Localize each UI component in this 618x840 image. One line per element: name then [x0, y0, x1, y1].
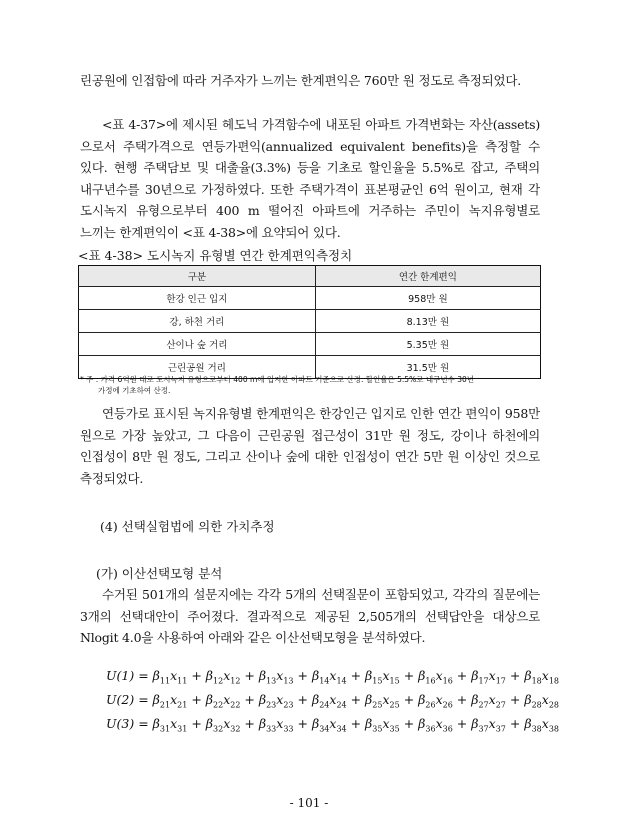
paragraph-1: 린공원에 인접함에 따라 거주자가 느끼는 한계편익은 760만 원 정도로 측정되었다.: [80, 73, 521, 88]
equation-lhs: U(2) =: [106, 692, 153, 707]
equation-term: $\beta_{25}x_{25}$: [365, 692, 400, 710]
table-note: [80, 374, 550, 396]
equation-term: $\beta_{22}x_{22}$: [205, 692, 241, 710]
header-value: 연간 한계편익: [315, 266, 540, 287]
paragraph-4: 수거된 501개의 설문지에는 각각 5개의 선택질문이 포함되었고, 각각의 질문에는 3개의 선택대안이 주어졌다. 결과적으로 제공된 2,505개의 선택답안을 대상으로 Nlogit 4.0을 사용하여 아래와 같은 이산선택모형을 분석하였다.: [80, 587, 540, 645]
equation-term: $\beta_{16}x_{16}$: [418, 668, 453, 686]
row-type: 한강 인근 입지: [79, 287, 316, 310]
equation-term: $\beta_{23}x_{23}$: [258, 692, 294, 710]
paragraph-3: 연등가로 표시된 녹지유형별 한계편익은 한강인근 입지로 인한 연간 편익이 958만 원으로 가장 높았고, 그 다음이 근린공원 접근성이 31만 원 정도, 강이나 하천에의 인접성이 8만 원 정도, 그리고 산이나 숲에 대한 인접성이 연간 5만 원 이상인 것으로 측정되었다.: [80, 406, 540, 486]
header-type: 구분: [79, 266, 316, 287]
equation-term: $\beta_{35}x_{35}$: [365, 716, 400, 734]
equation-lhs: U(1) =: [106, 668, 153, 683]
equation-term: $\beta_{34}x_{34}$: [311, 716, 347, 734]
subsection-heading: (가) 이산선택모형 분석: [96, 566, 223, 581]
equation-term: $\beta_{38}x_{38}$: [524, 716, 559, 734]
equation-term: $\beta_{33}x_{33}$: [258, 716, 294, 734]
row-type: 근린공원 거리: [79, 356, 316, 379]
page-number: - 101 -: [289, 796, 329, 810]
row-value: 31.5만 원: [315, 356, 540, 379]
equation-term: $\beta_{26}x_{26}$: [418, 692, 453, 710]
utility-equation: $U(2) = \beta_{21}x_{21} + \beta_{22}x_{22} + \beta_{23}x_{23} + \beta_{24}x_{24} + \beta_{25}x_{25} + \beta_{26}x_{26} + \beta_{27}x_{27} + \beta_{28}x_{28}$: [106, 692, 559, 710]
row-type: 산이나 숲 거리: [79, 333, 316, 356]
table-note-line-1: * 주 : 가격 6억원 대로 도시녹지 유형으로부터 400 m에 입지한 아파트 기준으로 산정. 할인율은 5.5%로 내구년수 30년: [80, 375, 474, 384]
table-row: [79, 287, 541, 310]
table-row: [79, 310, 541, 333]
table-caption: <표 4-38> 도시녹지 유형별 연간 한계편익측정치: [78, 248, 353, 263]
equation-term: $\beta_{31}x_{31}$: [152, 716, 188, 734]
table-row: [79, 333, 541, 356]
benefit-table: [78, 265, 541, 379]
utility-equation: $U(3) = \beta_{31}x_{31} + \beta_{32}x_{32} + \beta_{33}x_{33} + \beta_{34}x_{34} + \beta_{35}x_{35} + \beta_{36}x_{36} + \beta_{37}x_{37} + \beta_{38}x_{38}$: [106, 716, 559, 734]
paragraph-2: <표 4-37>에 제시된 헤도닉 가격함수에 내포된 아파트 가격변화는 자산(assets)으로서 주택가격으로 연등가편익(annualized equivalent benefits)을 측정할 수 있다. 현행 주택담보 및 대출율(3.3%) 등을 기초로 할인율을 5.5%로 잡고, 주택의 내구년수를 30년으로 가정하였다. 또한 주택가격이 표본평균인 6억 원이고, 현재 각 도시녹지 유형으로부터 400 m 떨어진 아파트에 거주하는 주민이 녹지유형별로 느끼는 한계편익이 <표 4-38>에 요약되어 있다.: [80, 117, 540, 240]
row-value: 958만 원: [315, 287, 540, 310]
equation-term: $\beta_{11}x_{11}$: [152, 668, 188, 686]
section-heading-4: (4) 선택실험법에 의한 가치추정: [100, 519, 275, 534]
table-header-row: [79, 266, 541, 287]
equation-term: $\beta_{13}x_{13}$: [258, 668, 294, 686]
equation-block: [106, 664, 559, 736]
equation-term: $\beta_{28}x_{28}$: [524, 692, 559, 710]
equation-term: $\beta_{14}x_{14}$: [311, 668, 347, 686]
equation-term: $\beta_{21}x_{21}$: [152, 692, 188, 710]
table-note-line-2: 가정에 기초하여 산정.: [98, 386, 171, 395]
equation-term: $\beta_{36}x_{36}$: [418, 716, 453, 734]
utility-equation: $U(1) = \beta_{11}x_{11} + \beta_{12}x_{12} + \beta_{13}x_{13} + \beta_{14}x_{14} + \beta_{15}x_{15} + \beta_{16}x_{16} + \beta_{17}x_{17} + \beta_{18}x_{18}$: [106, 668, 559, 686]
equation-term: $\beta_{37}x_{37}$: [471, 716, 506, 734]
row-value: 8.13만 원: [315, 310, 540, 333]
equation-term: $\beta_{18}x_{18}$: [524, 668, 559, 686]
equation-lhs: U(3) =: [106, 716, 153, 731]
equation-term: $\beta_{27}x_{27}$: [471, 692, 506, 710]
equation-term: $\beta_{32}x_{32}$: [205, 716, 241, 734]
equation-term: $\beta_{24}x_{24}$: [311, 692, 347, 710]
equation-term: $\beta_{15}x_{15}$: [365, 668, 400, 686]
row-value: 5.35만 원: [315, 333, 540, 356]
equation-term: $\beta_{17}x_{17}$: [471, 668, 506, 686]
equation-term: $\beta_{12}x_{12}$: [205, 668, 241, 686]
row-type: 강, 하천 거리: [79, 310, 316, 333]
